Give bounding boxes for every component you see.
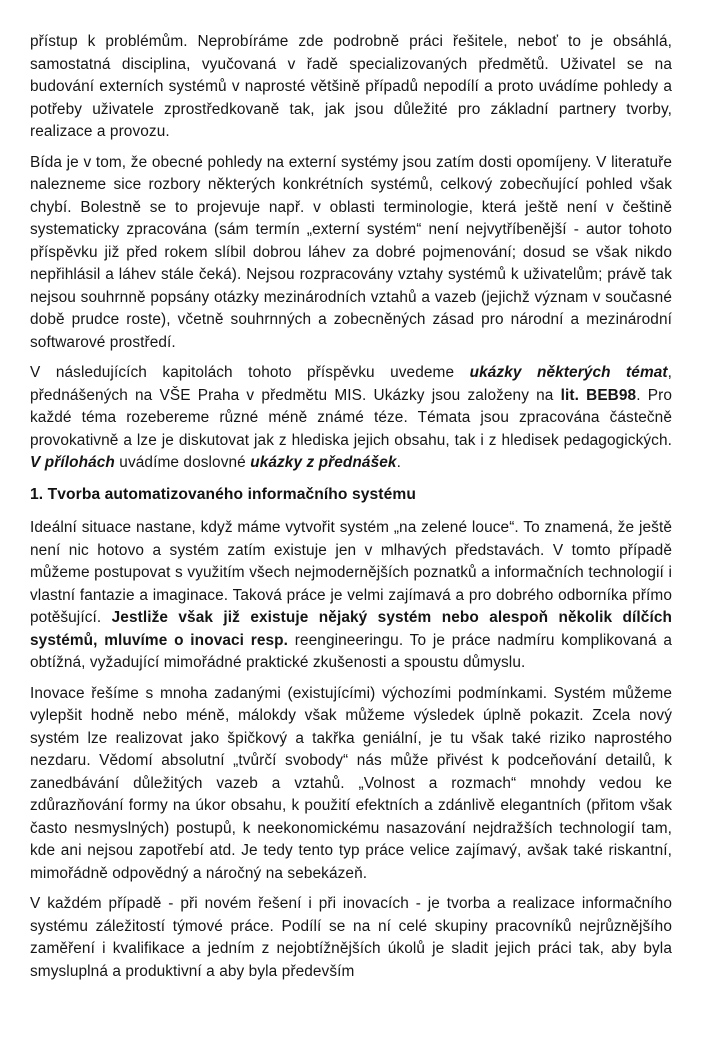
- paragraph: [30, 31, 672, 144]
- text-run: V každém případě - při novém řešení i při inovacích - je tvorba a realizace informačního systému záležitostí týmové práce. Podílí se na ní celé skupiny pracovníků nejrůznějšího zaměření i kvalifikace a jedním z nejobtížnějších úkolů je sladit jejich práci tak, aby byla smysluplná a produktivní a aby byla především: [30, 895, 672, 980]
- emphasis-run: V přílohách: [30, 454, 115, 471]
- paragraph: [30, 893, 672, 983]
- text-run: uvádíme doslovné: [114, 454, 251, 471]
- text-run: Ideální situace nastane, když máme vytvořit systém „na zelené louce“. To znamená, že ještě není nic hotovo a systém zatím existuje jen v mlhavých představách. V tomto případě můžeme postupovat s využitím všech nejmodernějších poznatků a informačních technologií i vlastní fantazie a imaginace. Taková práce je velmi zajímavá a pro dobrého odborníka přímo potěšující.: [30, 519, 672, 626]
- text-run: V následujících kapitolách tohoto příspěvku uvedeme: [30, 364, 470, 381]
- paragraph: [30, 152, 672, 355]
- section-heading: 1. Tvorba automatizovaného informačního systému: [30, 485, 416, 503]
- emphasis-run: Jestliže však již existuje nějaký systém nebo alespoň několik dílčích systémů, mluvíme o inovaci resp.: [30, 609, 672, 649]
- text-run: , přednášených na VŠE Praha v předmětu MIS. Ukázky jsou založeny na: [30, 364, 673, 404]
- text-run: Bída je v tom, že obecné pohledy na externí systémy jsou zatím dosti opomíjeny. V literatuře nalezneme sice rozbory některých konkrétních systémů, celkový zobecňující pohled však chybí. Bolestně se to projevuje např. v oblasti terminologie, která ještě není v češtině systematicky zpracována (sám termín „externí systém“ není nejvytříbenější - autor tohoto příspěvku již před rokem slíbil dobrou láhev za dobré pojmenování; dosud se však nikdo nepřihlásil a láhev stále čeká). Nejsou rozpracovány vztahy systémů k uživatelům; právě tak nejsou souhrnně popsány otázky mezinárodních vztahů a vazeb (jejichž význam v současné době prudce roste), včetně souhrnných a zobecněných zásad pro národní a mezinárodní softwarové prostředí.: [30, 153, 672, 351]
- text-run: Inovace řešíme s mnoha zadanými (existujícími) výchozími podmínkami. Systém můžeme vylepšit hodně nebo méně, málokdy však můžeme výsledek úplně pokazit. Zcela nový systém lze realizovat jako špičkový a takřka geniální, je tu však také riziko naprostého nezdaru. Vědomí absolutní „tvůrčí svobody“ nás může přivést k podceňování detailů, k zanedbávání důležitých vazeb a vztahů. „Volnost a rozmach“ mnohdy vedou ke zdůrazňování formy na úkor obsahu, k použití efektních a zdánlivě elegantních (přitom však často nesmyslných) postupů, k neekonomickému nasazování nejdražších technologií tam, kde ani nejsou zapotřebí atd. Je tedy tento typ práce velice zajímavý, avšak také riskantní, mimořádně odpovědný a náročný na sebekázeň.: [30, 684, 672, 882]
- text-run: reengineeringu. To je práce nadmíru komplikovaná a obtížná, vyžadující mimořádné praktické zkušenosti a spoustu důmyslu.: [30, 631, 672, 671]
- paragraph: [30, 362, 672, 475]
- emphasis-run: ukázky některých témat: [469, 364, 668, 381]
- text-run: .: [396, 454, 401, 471]
- text-run: přístup k problémům. Neprobíráme zde podrobně práci řešitele, neboť to je obsáhlá, samostatná disciplina, vyučovaná v řadě specializovaných předmětů. Uživatel se na budování externích systémů v naprosté většině případů nepodílí a proto uvádíme pohledy a potřeby uživatele zprostředkovaně tak, jak jsou důležité pro základní partnery tvorby, realizace a provozu.: [30, 33, 672, 140]
- emphasis-run: ukázky z přednášek: [250, 454, 397, 471]
- emphasis-run: lit. BEB98: [560, 386, 637, 404]
- paragraph: [30, 683, 672, 886]
- paragraph: [30, 517, 672, 675]
- text-run: . Pro každé téma rozebereme různé méně známé téze. Témata jsou zpracována částečně provokativně a lze je diskutovat jak z hlediska jejich obsahu, tak i z hledisek pedagogických.: [30, 386, 672, 449]
